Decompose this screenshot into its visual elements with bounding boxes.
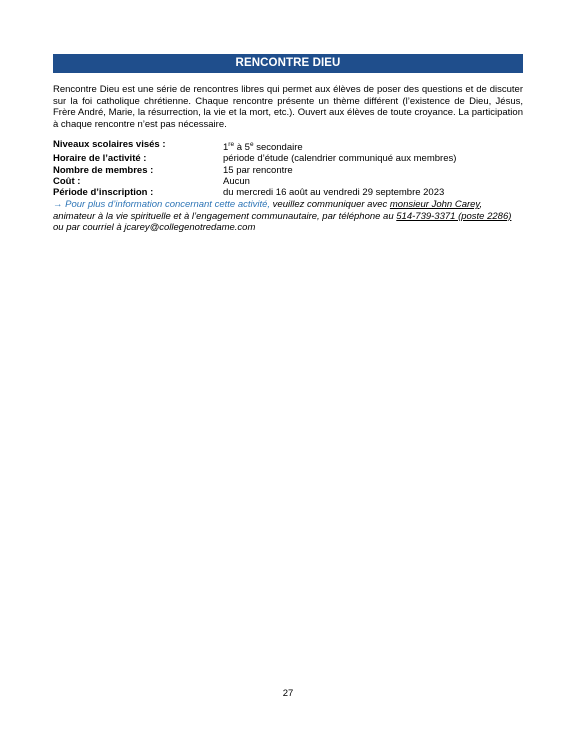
detail-label: Période d’inscription : — [53, 186, 154, 198]
detail-label: Niveaux scolaires visés : — [53, 139, 166, 150]
detail-row-horaire — [53, 153, 523, 164]
contact-phone-link[interactable]: 514-739-3371 (poste 2286) — [396, 210, 512, 222]
detail-row-cout — [53, 176, 523, 187]
detail-label: Coût : — [53, 175, 81, 187]
level-end: à 5 — [234, 142, 250, 154]
contact-text: , animateur à la vie spirituelle et à l’engagement communautaire, par téléphone au — [53, 199, 483, 222]
detail-value — [223, 139, 523, 153]
level-start: 1 — [223, 142, 229, 154]
level-start-sup: re — [228, 141, 235, 148]
activity-details — [53, 139, 523, 198]
detail-row-niveaux — [53, 139, 523, 153]
section-title-banner: RENCONTRE DIEU — [53, 54, 523, 73]
detail-row-membres — [53, 165, 523, 176]
contact-email-text: ou par courriel à jcarey@collegenotredame.com — [53, 222, 256, 234]
detail-value: Aucun — [223, 175, 250, 187]
contact-lead: → Pour plus d’information concernant cette activité, — [53, 199, 271, 210]
detail-value: 15 par rencontre — [223, 164, 293, 176]
contact-person-link[interactable]: monsieur John Carey — [389, 199, 480, 210]
contact-text: veuillez communiquer avec — [270, 199, 390, 210]
level-end-sup: e — [249, 141, 254, 148]
detail-value: du mercredi 16 août au vendredi 29 septembre 2023 — [223, 186, 445, 198]
detail-value: période d’étude (calendrier communiqué aux membres) — [223, 153, 457, 165]
activity-description: Rencontre Dieu est une série de rencontres libres qui permet aux élèves de poser des questions et de discuter sur la foi catholique chrétienne. Chaque rencontre présente un thème différent (l’existence de Dieu, Jésus, Frère André, Marie, la résurrection, la vie et la mort, etc.). Ouvert aux élèves de toute croyance. La participation à chaque rencontre n’est pas nécessaire. — [53, 84, 523, 130]
page-number: 27 — [282, 688, 294, 699]
detail-row-inscription — [53, 187, 523, 198]
detail-label: Nombre de membres : — [53, 164, 154, 176]
contact-info — [53, 199, 523, 234]
detail-label: Horaire de l’activité : — [53, 153, 147, 165]
level-suffix: secondaire — [253, 142, 303, 154]
